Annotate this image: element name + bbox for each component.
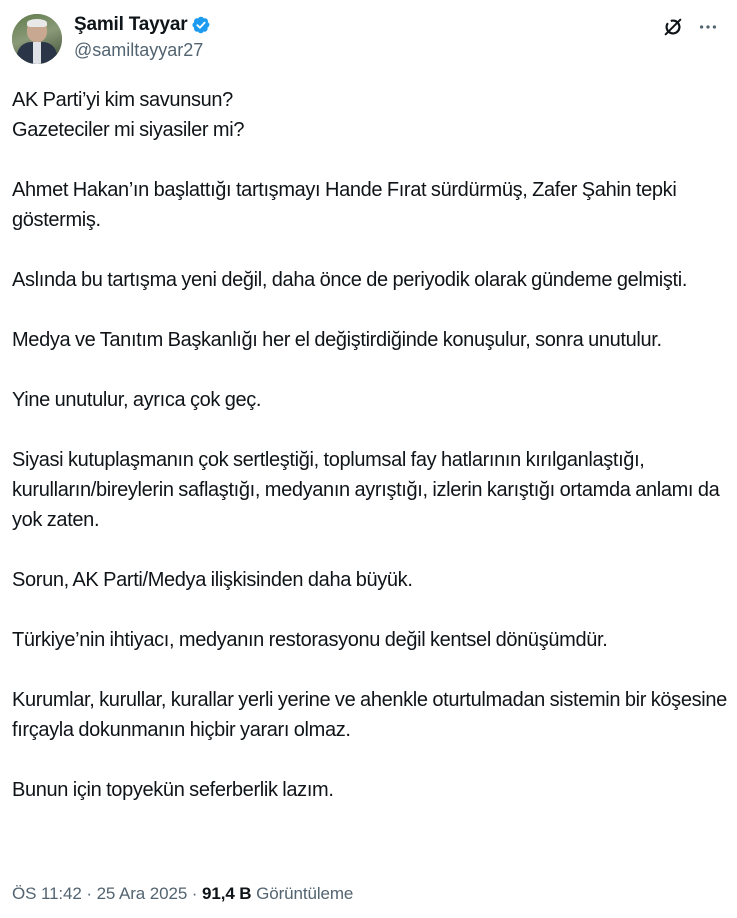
more-horizontal-icon[interactable] <box>697 16 719 38</box>
tweet-meta <box>12 884 353 904</box>
tweet-paragraph: Siyasi kutuplaşmanın çok sertleştiği, toplumsal fay hatlarının kırılganlaştığı, kurulların/bireylerin saflaştığı, medyanın ayrıştığı, izlerin karıştığı ortamda anlamı da yok zaten. <box>12 449 720 531</box>
author-name-row <box>74 14 211 36</box>
meta-separator: · <box>81 884 97 903</box>
author-handle[interactable]: @samiltayyar27 <box>74 40 204 60</box>
tweet-paragraph: Yine unutulur, ayrıca çok geç. <box>12 389 262 411</box>
tweet-paragraph: Medya ve Tanıtım Başkanlığı her el değiştirdiğinde konuşulur, sonra unutulur. <box>12 329 662 351</box>
tweet-date[interactable]: 25 Ara 2025 <box>96 884 188 903</box>
avatar-figure-hair <box>27 19 47 27</box>
views-label: Görüntüleme <box>256 884 354 903</box>
tweet-paragraph: Ahmet Hakan’ın başlattığı tartışmayı Hande Fırat sürdürmüş, Zafer Şahin tepki göstermiş. <box>12 179 677 231</box>
tweet-paragraph: AK Parti’yi kim savunsun? Gazeteciler mi siyasiler mi? <box>12 89 245 141</box>
author-name[interactable]: Şamil Tayyar <box>74 14 188 35</box>
tweet-text <box>12 85 727 835</box>
views-count: 91,4 B <box>201 884 252 903</box>
tweet-time[interactable]: ÖS 11:42 <box>12 884 82 903</box>
tweet-paragraph: Aslında bu tartışma yeni değil, daha önce de periyodik olarak gündeme gelmişti. <box>12 269 688 291</box>
avatar-figure-shirt <box>33 42 41 64</box>
meta-separator: · <box>187 884 202 903</box>
tweet-paragraph: Kurumlar, kurullar, kurallar yerli yerine ve ahenkle oturtulmadan sistemin bir köşesine fırçayla dokunmanın hiçbir yararı olmaz. <box>12 689 727 741</box>
tweet-header <box>0 0 737 72</box>
tweet-paragraph: Türkiye’nin ihtiyacı, medyanın restorasyonu değil kentsel dönüşümdür. <box>12 629 608 651</box>
verified-badge-icon <box>191 15 211 35</box>
avatar[interactable] <box>12 14 62 64</box>
tweet-paragraph: Bunun için topyekün seferberlik lazım. <box>12 779 334 801</box>
tweet-paragraph: Sorun, AK Parti/Medya ilişkisinden daha büyük. <box>12 569 413 591</box>
grok-icon[interactable] <box>662 16 684 38</box>
